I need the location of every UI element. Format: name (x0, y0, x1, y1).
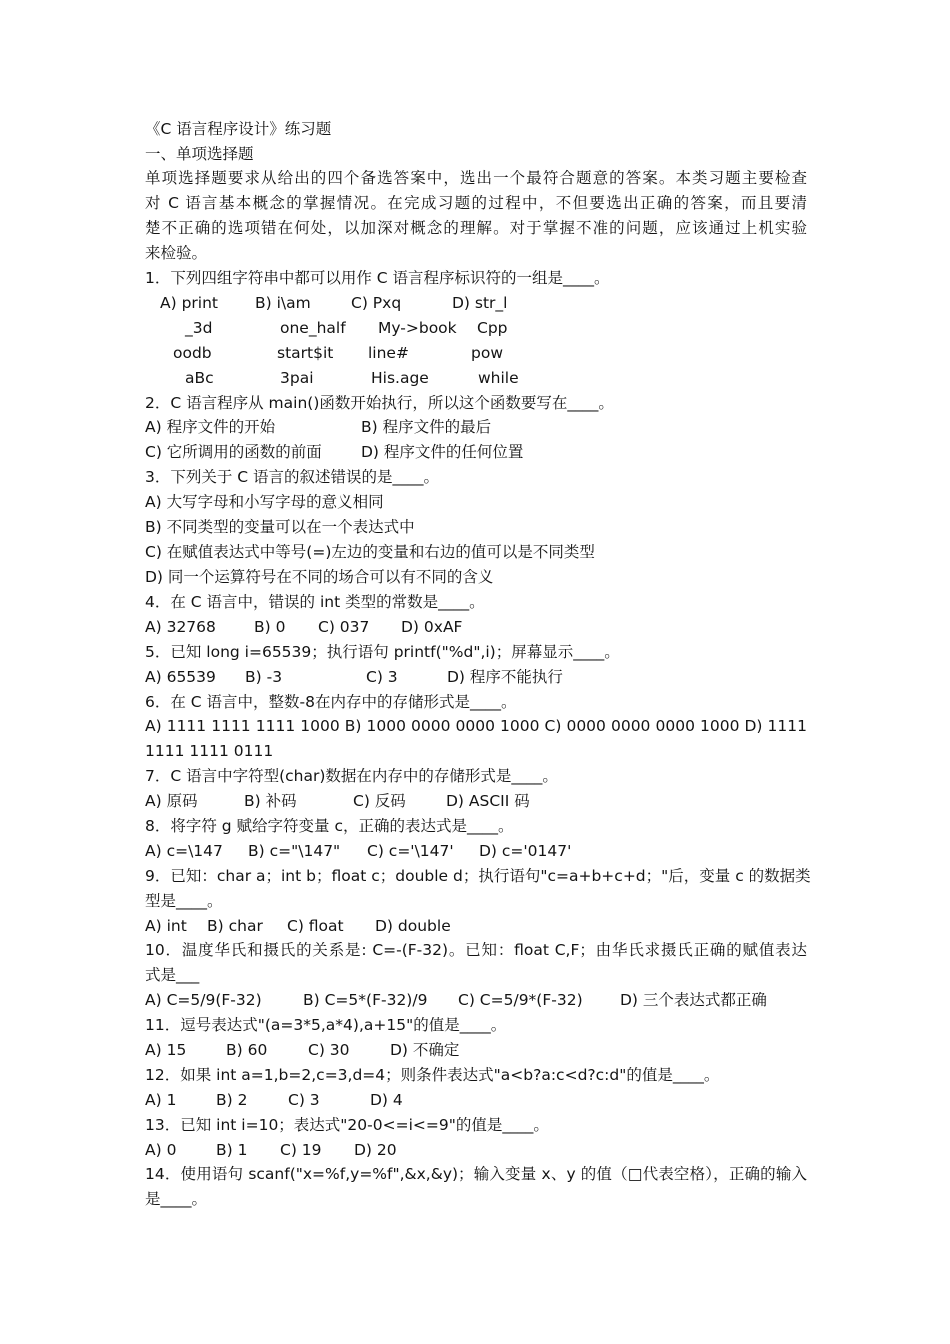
intro-line: 楚不正确的选项错在何处，以加深对概念的理解。对于掌握不准的问题，应该通过上机实验 (145, 219, 807, 237)
option: C) 30 (308, 1041, 350, 1059)
option: Cpp (477, 319, 508, 337)
doc-title: 《C 语言程序设计》练习题 (145, 120, 332, 138)
option: D) 三个表达式都正确 (620, 991, 767, 1009)
intro-line: 对 C 语言基本概念的掌握情况。在完成习题的过程中，不但要选出正确的答案，而且要清 (145, 194, 807, 212)
question-14-stem: 14．使用语句 scanf("x=%f,y=%f",&x,&y)；输入变量 x、y 的值（□代表空格），正确的输入 (145, 1165, 807, 1183)
intro-line: 单项选择题要求从给出的四个备选答案中，选出一个最符合题意的答案。本类习题主要检查 (145, 169, 807, 187)
option: B) 不同类型的变量可以在一个表达式中 (145, 518, 415, 536)
option: D) 同一个运算符号在不同的场合可以有不同的含义 (145, 568, 494, 586)
option: 3pai (280, 369, 314, 387)
question-5-stem: 5．已知 long i=65539；执行语句 printf("%d",i)；屏幕显示____。 (145, 643, 620, 661)
option: A) 1 (145, 1091, 177, 1109)
question-9-stem: 9．已知：char a；int b；float c；double d；执行语句"c=a+b+c+d；"后，变量 c 的数据类 (145, 867, 811, 885)
option: B) i\am (255, 294, 311, 312)
option: start$it (277, 344, 334, 362)
option: D) 0xAF (401, 618, 463, 636)
question-6-options: A) 1111 1111 1111 1000 B) 1000 0000 0000 1000 C) 0000 0000 0000 1000 D) 1111 (145, 717, 807, 735)
option: D) 4 (370, 1091, 403, 1109)
intro-line: 来检验。 (145, 244, 208, 262)
option: D) 程序文件的任何位置 (361, 443, 524, 461)
option: while (478, 369, 519, 387)
option: B) 程序文件的最后 (361, 418, 492, 436)
question-4-stem: 4．在 C 语言中，错误的 int 类型的常数是____。 (145, 593, 485, 611)
question-13-stem: 13．已知 int i=10；表达式"20-0<=i<=9"的值是____。 (145, 1116, 549, 1134)
option: B) 补码 (244, 792, 297, 810)
option: D) str_l (452, 294, 508, 312)
option: A) 大写字母和小写字母的意义相同 (145, 493, 384, 511)
option: _3d (185, 319, 213, 337)
option: C) 3 (288, 1091, 320, 1109)
option: D) c='0147' (479, 842, 572, 860)
question-6-stem: 6．在 C 语言中，整数-8在内存中的存储形式是____。 (145, 693, 517, 711)
option: aBc (185, 369, 214, 387)
question-1-stem: 1．下列四组字符串中都可以用作 C 语言程序标识符的一组是____。 (145, 269, 610, 287)
question-12-stem: 12．如果 int a=1,b=2,c=3,d=4；则条件表达式"a<b?a:c<d?c:d"的值是____。 (145, 1066, 720, 1084)
question-10-stem: 10．温度华氏和摄氏的关系是: C=-(F-32)。已知：float C,F；由华氏求摄氏正确的赋值表达 (145, 941, 807, 959)
option: C) 037 (318, 618, 370, 636)
option: B) 0 (254, 618, 286, 636)
option: B) -3 (245, 668, 283, 686)
option: C) 反码 (353, 792, 406, 810)
option: A) 15 (145, 1041, 187, 1059)
section-heading: 一、单项选择题 (145, 145, 254, 163)
option: D) ASCII 码 (446, 792, 530, 810)
option: My->book (378, 319, 457, 337)
option: B) C=5*(F-32)/9 (303, 991, 428, 1009)
question-3-stem: 3．下列关于 C 语言的叙述错误的是____。 (145, 468, 440, 486)
option: D) 不确定 (390, 1041, 460, 1059)
option: line# (368, 344, 409, 362)
question-9-stem: 型是____。 (145, 892, 223, 910)
option: C) c='\147' (367, 842, 454, 860)
option: pow (471, 344, 503, 362)
option: C) 它所调用的函数的前面 (145, 443, 322, 461)
option: one_half (280, 319, 346, 337)
option: C) C=5/9*(F-32) (458, 991, 583, 1009)
option: A) 原码 (145, 792, 198, 810)
option: A) print (160, 294, 218, 312)
option: D) double (375, 917, 451, 935)
option: D) 20 (354, 1141, 397, 1159)
option: D) 程序不能执行 (447, 668, 563, 686)
option: A) 0 (145, 1141, 177, 1159)
option: B) 2 (216, 1091, 248, 1109)
question-6-options: 1111 1111 0111 (145, 742, 274, 760)
question-11-stem: 11．逗号表达式"(a=3*5,a*4),a+15"的值是____。 (145, 1016, 507, 1034)
option: A) C=5/9(F-32) (145, 991, 262, 1009)
question-14-stem: 是____。 (145, 1190, 208, 1208)
option: A) 65539 (145, 668, 216, 686)
question-10-stem: 式是___ (145, 966, 200, 984)
question-2-stem: 2．C 语言程序从 main()函数开始执行，所以这个函数要写在____。 (145, 394, 614, 412)
option: A) c=\147 (145, 842, 223, 860)
option: His.age (371, 369, 429, 387)
option: B) char (207, 917, 263, 935)
option: A) int (145, 917, 187, 935)
option: A) 程序文件的开始 (145, 418, 276, 436)
option: B) 1 (216, 1141, 248, 1159)
option: C) 3 (366, 668, 398, 686)
option: B) c="\147" (248, 842, 341, 860)
option: oodb (173, 344, 212, 362)
option: C) float (287, 917, 344, 935)
option: A) 32768 (145, 618, 216, 636)
option: C) 19 (280, 1141, 322, 1159)
question-8-stem: 8．将字符 g 赋给字符变量 c，正确的表达式是____。 (145, 817, 514, 835)
option: C) 在赋值表达式中等号(=)左边的变量和右边的值可以是不同类型 (145, 543, 595, 561)
question-7-stem: 7．C 语言中字符型(char)数据在内存中的存储形式是____。 (145, 767, 558, 785)
option: B) 60 (226, 1041, 268, 1059)
option: C) Pxq (351, 294, 402, 312)
